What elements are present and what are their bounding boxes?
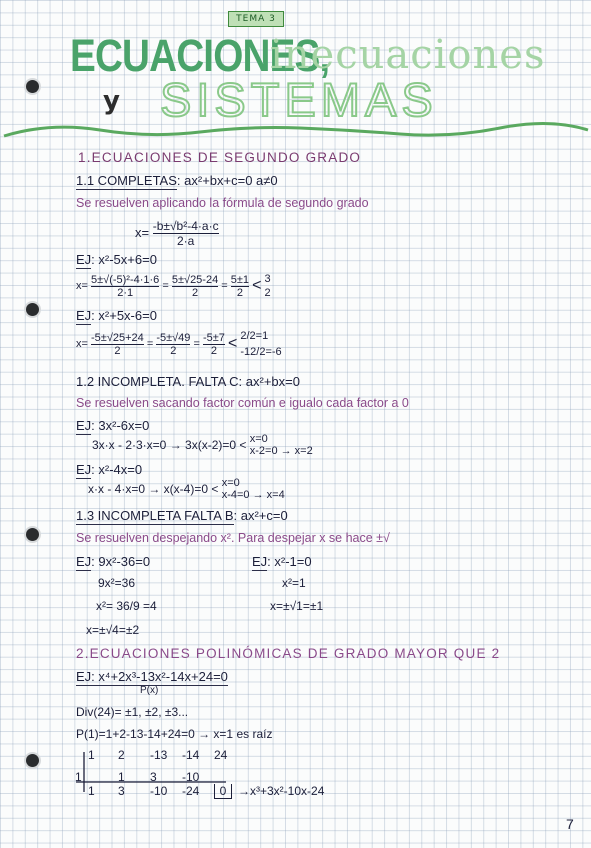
example-4-solution xyxy=(88,477,285,501)
title-inecuaciones: inecuaciones xyxy=(270,32,546,78)
binder-hole xyxy=(26,528,39,541)
example-label: EJ xyxy=(76,308,92,323)
root-2: x-4=0 → x=4 xyxy=(221,489,285,501)
example-2-solution xyxy=(76,328,282,360)
ruffini-cell: -13 xyxy=(150,748,168,762)
binder-hole xyxy=(26,754,39,767)
example-5-step-1: 9x²=36 xyxy=(98,576,136,590)
sol-num-1: -5±√25+24 xyxy=(91,331,144,344)
root-1: 3 xyxy=(264,273,271,285)
ruffini-root: 1 xyxy=(75,770,82,784)
divisors-line: Div(24)= ±1, ±2, ±3... xyxy=(76,705,189,719)
example-eq: : x²-4x=0 xyxy=(91,462,143,477)
example-label: EJ xyxy=(76,252,92,267)
sol-den-1: 2 xyxy=(114,344,121,357)
ruffini-cell: 1 xyxy=(88,784,95,798)
sol-den-2: 2 xyxy=(191,286,199,299)
ruffini-cell: 2 xyxy=(118,748,125,762)
sol-num-2: -5±√49 xyxy=(156,331,191,344)
quotient-polynomial: →x³+3x²-10x-24 xyxy=(238,784,325,798)
formula-numerator: -b±√b²-4·a·c xyxy=(152,219,219,233)
equals: = xyxy=(146,337,154,350)
polynomial-name: P(x) xyxy=(140,685,159,696)
note-isolate: Se resuelven despejando x². Para despejar x se hace ±√ xyxy=(76,531,390,545)
root-2: 2 xyxy=(264,287,271,299)
example-eq: : 9x²-36=0 xyxy=(91,554,151,569)
branch-symbol: < xyxy=(227,335,238,352)
sol-num-1: 5±√(-5)²-4·1·6 xyxy=(91,273,160,286)
subsection-1-2 xyxy=(76,374,300,389)
ruffini-cell: 1 xyxy=(118,770,125,784)
example-5-step-3: x=±√4=±2 xyxy=(86,623,140,637)
example-6-step-2: x=±√1=±1 xyxy=(270,599,324,613)
example-eq: : x²-1=0 xyxy=(267,554,312,569)
sol-den-3: 2 xyxy=(236,286,243,299)
example-eq: : x²+5x-6=0 xyxy=(91,308,157,323)
ruffini-cell: 3 xyxy=(150,770,157,784)
topic-tag: TEMA 3 xyxy=(228,11,284,27)
section-1-heading: 1.ECUACIONES DE SEGUNDO GRADO xyxy=(78,150,362,165)
example-5-equation xyxy=(76,554,150,569)
sol-den-2: 2 xyxy=(170,344,177,357)
ruffini-cell: 1 xyxy=(88,748,95,762)
subsection-1-2-formula: : ax²+bx=0 xyxy=(238,374,300,389)
sol-num-2: 5±√25-24 xyxy=(171,273,219,286)
example-3-equation xyxy=(76,418,149,433)
solution-line: 3x·x - 2·3·x=0 → 3x(x-2)=0 < xyxy=(92,438,247,452)
equals: = xyxy=(162,279,169,292)
example-label: EJ xyxy=(76,418,92,433)
example-label: EJ xyxy=(252,554,268,569)
ruffini-lines xyxy=(76,752,226,792)
example-2-equation xyxy=(76,308,157,323)
section-2-heading: 2.ECUACIONES POLINÓMICAS DE GRADO MAYOR QUE 2 xyxy=(76,646,501,661)
sol-den-1: 2·1 xyxy=(117,286,134,299)
quadratic-formula xyxy=(135,219,219,248)
note-common-factor: Se resuelven sacando factor común e igualo cada factor a 0 xyxy=(76,396,409,410)
ruffini-cell: -10 xyxy=(150,784,168,798)
page-number: 7 xyxy=(566,816,574,832)
example-6-step-1: x²=1 xyxy=(282,576,306,590)
example-5-step-2: x²= 36/9 =4 xyxy=(96,599,157,613)
formula-denominator: 2·a xyxy=(176,234,195,248)
polynomial: : x⁴+2x³-13x²-14x+24=0 xyxy=(91,669,228,684)
root-2: -12/2=-6 xyxy=(240,346,282,358)
subsection-1-1 xyxy=(76,173,278,188)
section-2-example-equation xyxy=(76,669,228,684)
example-4-equation xyxy=(76,462,142,477)
sol-num-3: 5±1 xyxy=(230,273,250,286)
p1-evaluation: P(1)=1+2-13-14+24=0 → x=1 es raíz xyxy=(76,727,273,741)
example-label: EJ xyxy=(76,554,92,569)
title-underline-wave xyxy=(0,118,591,148)
example-eq: : x²-5x+6=0 xyxy=(91,252,157,267)
subsection-1-3-title: 1.3 INCOMPLETA FALTA B xyxy=(76,508,234,523)
binder-hole xyxy=(26,303,39,316)
sol-num-3: -5±7 xyxy=(202,331,225,344)
solution-line: x·x - 4·x=0 → x(x-4)=0 < xyxy=(88,482,219,496)
binder-hole xyxy=(26,80,39,93)
branch-symbol: < xyxy=(252,277,262,294)
title-ecuaciones: ECUACIONES, xyxy=(70,30,330,81)
sol-den-3: 2 xyxy=(210,344,217,357)
ruffini-remainder: 0 xyxy=(214,784,232,799)
ruffini-cell: 24 xyxy=(214,748,228,762)
subsection-1-3 xyxy=(76,508,288,523)
formula-lhs: x= xyxy=(135,224,150,240)
root-1: 2/2=1 xyxy=(240,330,269,342)
sol-lhs: x= xyxy=(76,337,88,350)
subsection-1-1-title: 1.1 COMPLETAS xyxy=(76,173,177,188)
example-1-equation xyxy=(76,252,157,267)
example-6-equation xyxy=(252,554,312,569)
example-label: EJ xyxy=(76,669,92,684)
note-formula: Se resuelven aplicando la fórmula de segundo grado xyxy=(76,196,369,210)
subsection-1-1-formula: : ax²+bx+c=0 a≠0 xyxy=(176,173,278,188)
root-2: x-2=0 → x=2 xyxy=(249,445,313,457)
equals: = xyxy=(221,279,228,292)
ruffini-cell: 3 xyxy=(118,784,125,798)
root-1: x=0 xyxy=(221,477,240,489)
root-1: x=0 xyxy=(249,433,268,445)
example-1-solution xyxy=(76,272,271,300)
equals: = xyxy=(193,337,200,350)
ruffini-cell: -24 xyxy=(182,784,200,798)
subsection-1-3-formula: : ax²+c=0 xyxy=(233,508,288,523)
title-y: y xyxy=(103,86,120,116)
example-eq: : 3x²-6x=0 xyxy=(91,418,150,433)
sol-lhs: x= xyxy=(76,279,88,292)
ruffini-cell: -14 xyxy=(182,748,200,762)
ruffini-cell: -10 xyxy=(182,770,200,784)
title-sistemas: SISTEMAS xyxy=(160,73,438,126)
subsection-1-2-title: 1.2 INCOMPLETA. FALTA C xyxy=(76,374,239,389)
example-3-solution xyxy=(92,433,313,457)
example-label: EJ xyxy=(76,462,92,477)
